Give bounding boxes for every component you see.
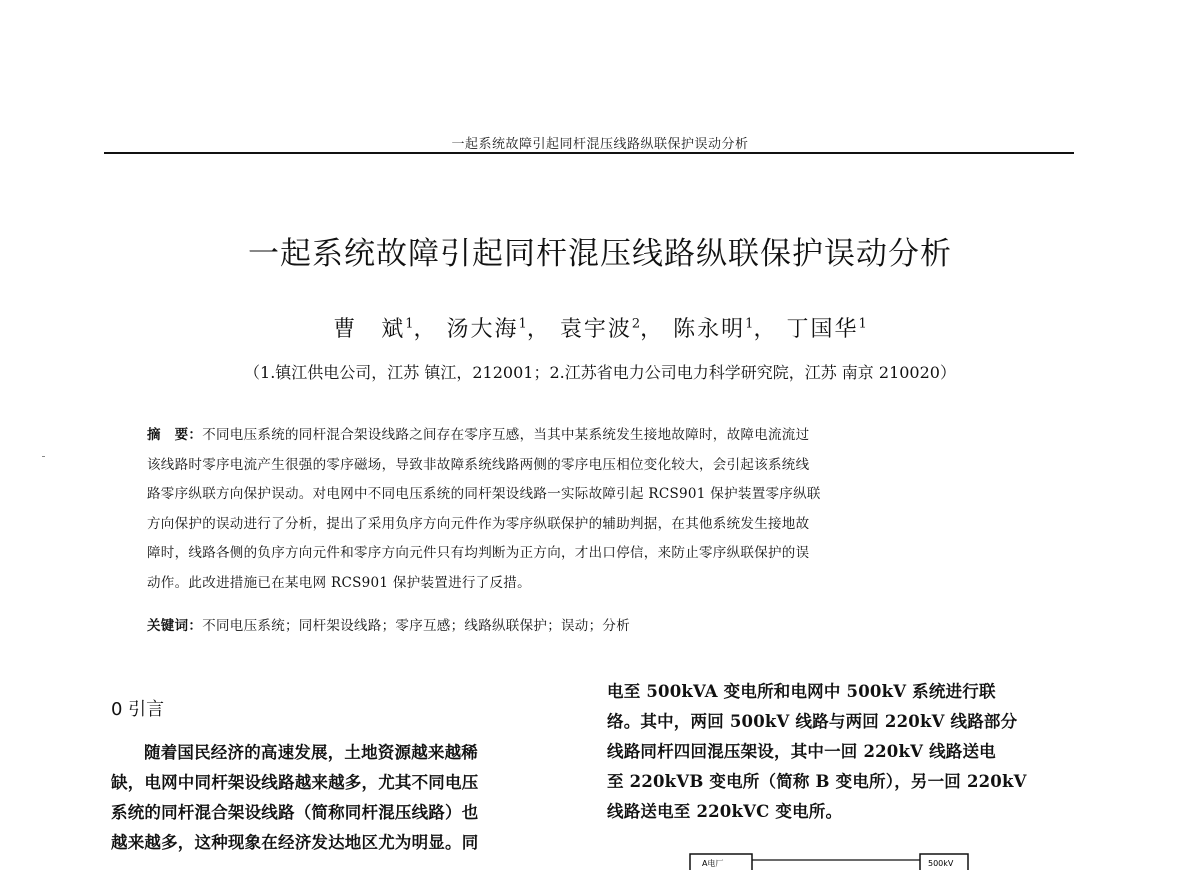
plant-label: A电厂: [702, 859, 724, 868]
paragraph-line: 随着国民经济的高速发展，土地资源越来越稀: [144, 743, 478, 762]
header-rule: [104, 152, 1074, 154]
author-name: 曹 斌: [333, 317, 406, 342]
author-list: [80, 312, 1120, 343]
abstract: [147, 421, 1025, 598]
author-affiliation-mark: 1: [858, 316, 867, 332]
abstract-line: 方向保护的误动进行了分析，提出了采用负序方向元件作为零序纵联保护的辅助判据，在其他系统发生接地故: [147, 515, 810, 532]
left-column: [111, 738, 576, 858]
author-affiliation-mark: 1: [518, 316, 527, 332]
abstract-line: 障时，线路各侧的负序方向元件和零序方向元件只有均判断为正方向，才出口停信，来防止零序纵联保护的误: [147, 545, 810, 561]
author-affiliation-mark: 1: [405, 316, 414, 332]
abstract-line: 动作。此改进措施已在某电网 RCS901 保护装置进行了反措。: [147, 574, 531, 591]
affiliations: （1.镇江供电公司，江苏 镇江，212001；2.江苏省电力公司电力科学研究院，江苏 南京 210020）: [244, 363, 956, 382]
keywords-label: 关键词：: [147, 618, 203, 634]
right-column: [607, 677, 1072, 827]
paragraph-line: 至 220kVB 变电所（简称 B 变电所），另一回 220kV: [607, 772, 1027, 791]
abstract-line: [147, 421, 1025, 451]
author-affiliation-mark: 2: [631, 316, 641, 332]
keywords: [147, 614, 630, 634]
substation-label: 500kV: [928, 859, 954, 868]
abstract-line: 路零序纵联方向保护误动。对电网中不同电压系统的同杆架设线路一实际故障引起 RCS901 保护装置零序纵联: [147, 486, 821, 502]
author-name: 袁宇波: [559, 317, 632, 342]
paper-title: 一起系统故障引起同杆混压线路纵联保护误动分析: [248, 236, 952, 272]
margin-mark: [42, 456, 45, 457]
abstract-label: 摘 要：: [147, 427, 203, 443]
author-name: 陈永明: [673, 317, 746, 342]
running-header: 一起系统故障引起同杆混压线路纵联保护误动分析: [451, 137, 749, 152]
abstract-line: 该线路时零序电流产生很强的零序磁场，导致非故障系统线路两侧的零序电压相位变化较大，会引起该系统线: [147, 456, 810, 473]
author-separator: ，: [753, 317, 778, 342]
paragraph-line: 络。其中，两回 500kV 线路与两回 220kV 线路部分: [607, 712, 1018, 731]
paragraph-line: 缺，电网中同杆架设线路越来越多，尤其不同电压: [111, 773, 479, 792]
system-diagram: [680, 846, 980, 870]
author-name: 汤大海: [446, 317, 519, 342]
author-separator: ，: [526, 317, 551, 342]
keywords-text: 不同电压系统；同杆架设线路；零序互感；线路纵联保护；误动；分析: [202, 618, 631, 634]
paragraph-line: 电至 500kVA 变电所和电网中 500kV 系统进行联: [607, 682, 996, 701]
section-heading: 0 引言: [111, 699, 165, 720]
paragraph-line: 系统的同杆混合架设线路（简称同杆混压线路）也: [111, 803, 479, 822]
paragraph-line: 线路送电至 220kVC 变电所。: [607, 802, 843, 821]
author-affiliation-mark: 1: [745, 316, 754, 332]
paragraph-line: 线路同杆四回混压架设，其中一回 220kV 线路送电: [607, 742, 996, 761]
author-name: 丁国华: [786, 317, 859, 342]
author-separator: ，: [640, 317, 665, 342]
author-separator: ，: [413, 317, 438, 342]
abstract-text: 不同电压系统的同杆混合架设线路之间存在零序互感，当其中某系统发生接地故障时，故障电流流过: [202, 427, 810, 443]
paragraph-line: 越来越多，这种现象在经济发达地区尤为明显。同: [111, 833, 479, 852]
